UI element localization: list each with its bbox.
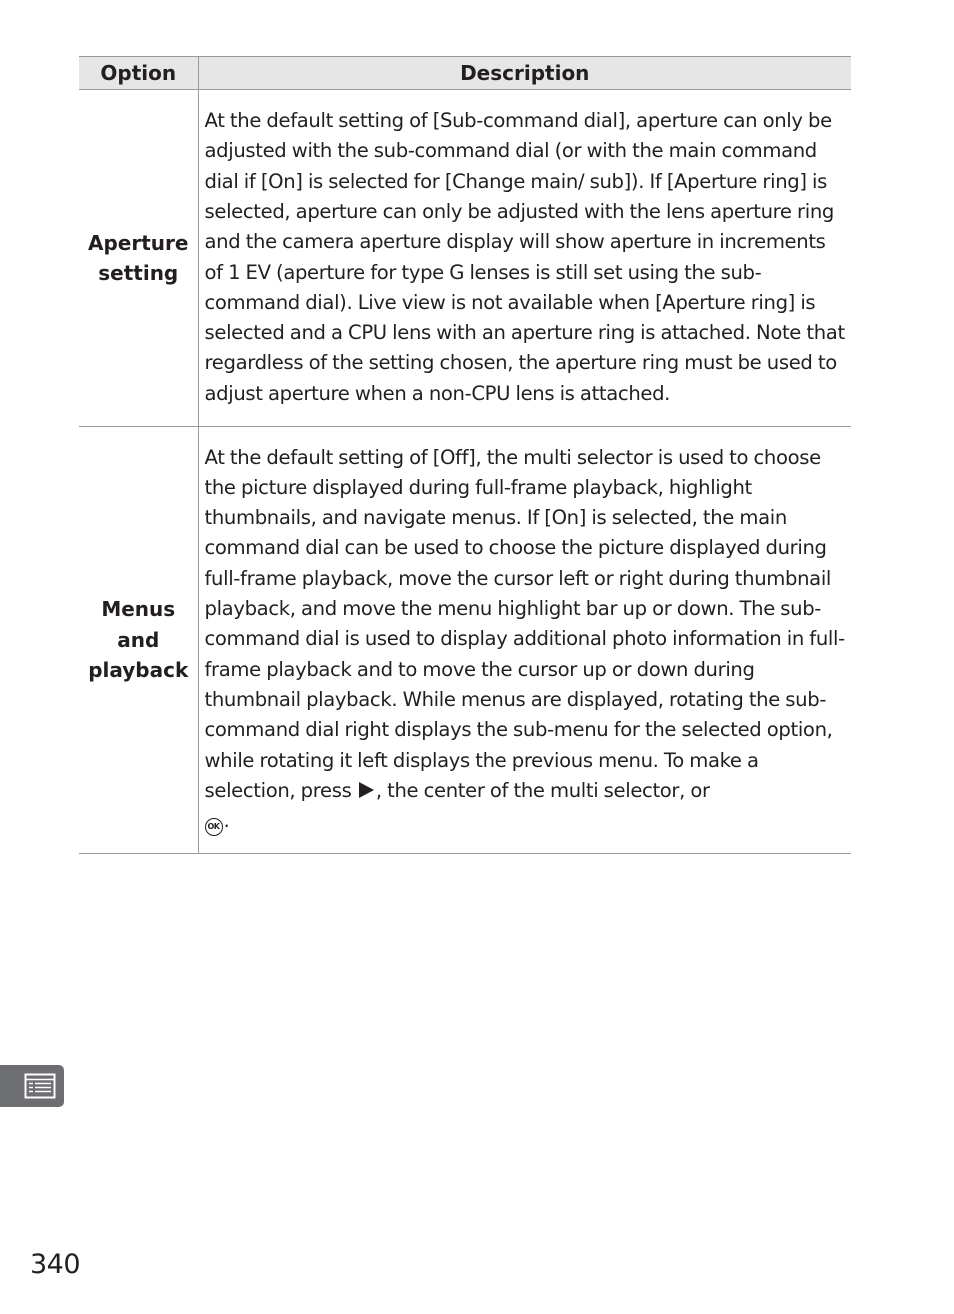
multi-selector-right-icon xyxy=(359,782,374,798)
column-header-option: Option xyxy=(79,57,198,90)
table-row xyxy=(79,427,851,854)
description-text: , the center of the multi selector, or xyxy=(375,778,710,802)
ok-button-icon: OK xyxy=(205,818,223,836)
option-label-line: Menus xyxy=(101,597,176,622)
description-text: At the default setting of [Off], the multi selector is used to choose the picture displayed during full-frame playback, highlight thumbnails, and navigate menus. If [On] is selected, the main command dial can be used to choose the picture displayed during full-frame playback, move the cursor left or right during thumbnail playback, and move the menu highlight bar up or down. The sub-command dial is used to display additional photo information in full-frame playback and to move the cursor up or down during thumbnail playback. While menus are displayed, rotating the sub-command dial right displays the sub-menu for the selected option, while rotating it left displays the previous menu. To make a selection, press xyxy=(204,445,845,802)
description-text: At the default setting of [Sub-command dial], aperture can only be adjusted with the sub-command dial (or with the main command dial if [On] is selected for [Change main/ sub]). If [Aperture ring] is selected, aperture can only be adjusted with the lens aperture ring and the camera aperture display will show aperture in increments of 1 EV (aperture for type G lenses is still set using the sub-command dial). Live view is not available when [Aperture ring] is selected and a CPU lens with an aperture ring is attached. Note that regardless of the setting chosen, the aperture ring must be used to adjust aperture when a non-CPU lens is attached. xyxy=(204,109,845,405)
option-label-line: setting xyxy=(98,261,179,285)
option-cell-menus-and-playback xyxy=(79,427,198,854)
option-cell-aperture-setting xyxy=(79,90,198,427)
menu-list-icon xyxy=(24,1073,56,1099)
table-header-row xyxy=(79,57,851,90)
description-cell xyxy=(198,90,851,427)
page-number: 340 xyxy=(30,1249,81,1280)
option-label-line: playback xyxy=(88,658,189,683)
section-tab xyxy=(0,1065,64,1107)
description-cell xyxy=(198,427,851,854)
table-row xyxy=(79,90,851,427)
description-text: . xyxy=(223,809,230,833)
column-header-description: Description xyxy=(198,57,851,90)
option-label-line: and xyxy=(117,627,160,652)
option-label-line: Aperture xyxy=(88,230,189,255)
options-table xyxy=(79,56,851,854)
